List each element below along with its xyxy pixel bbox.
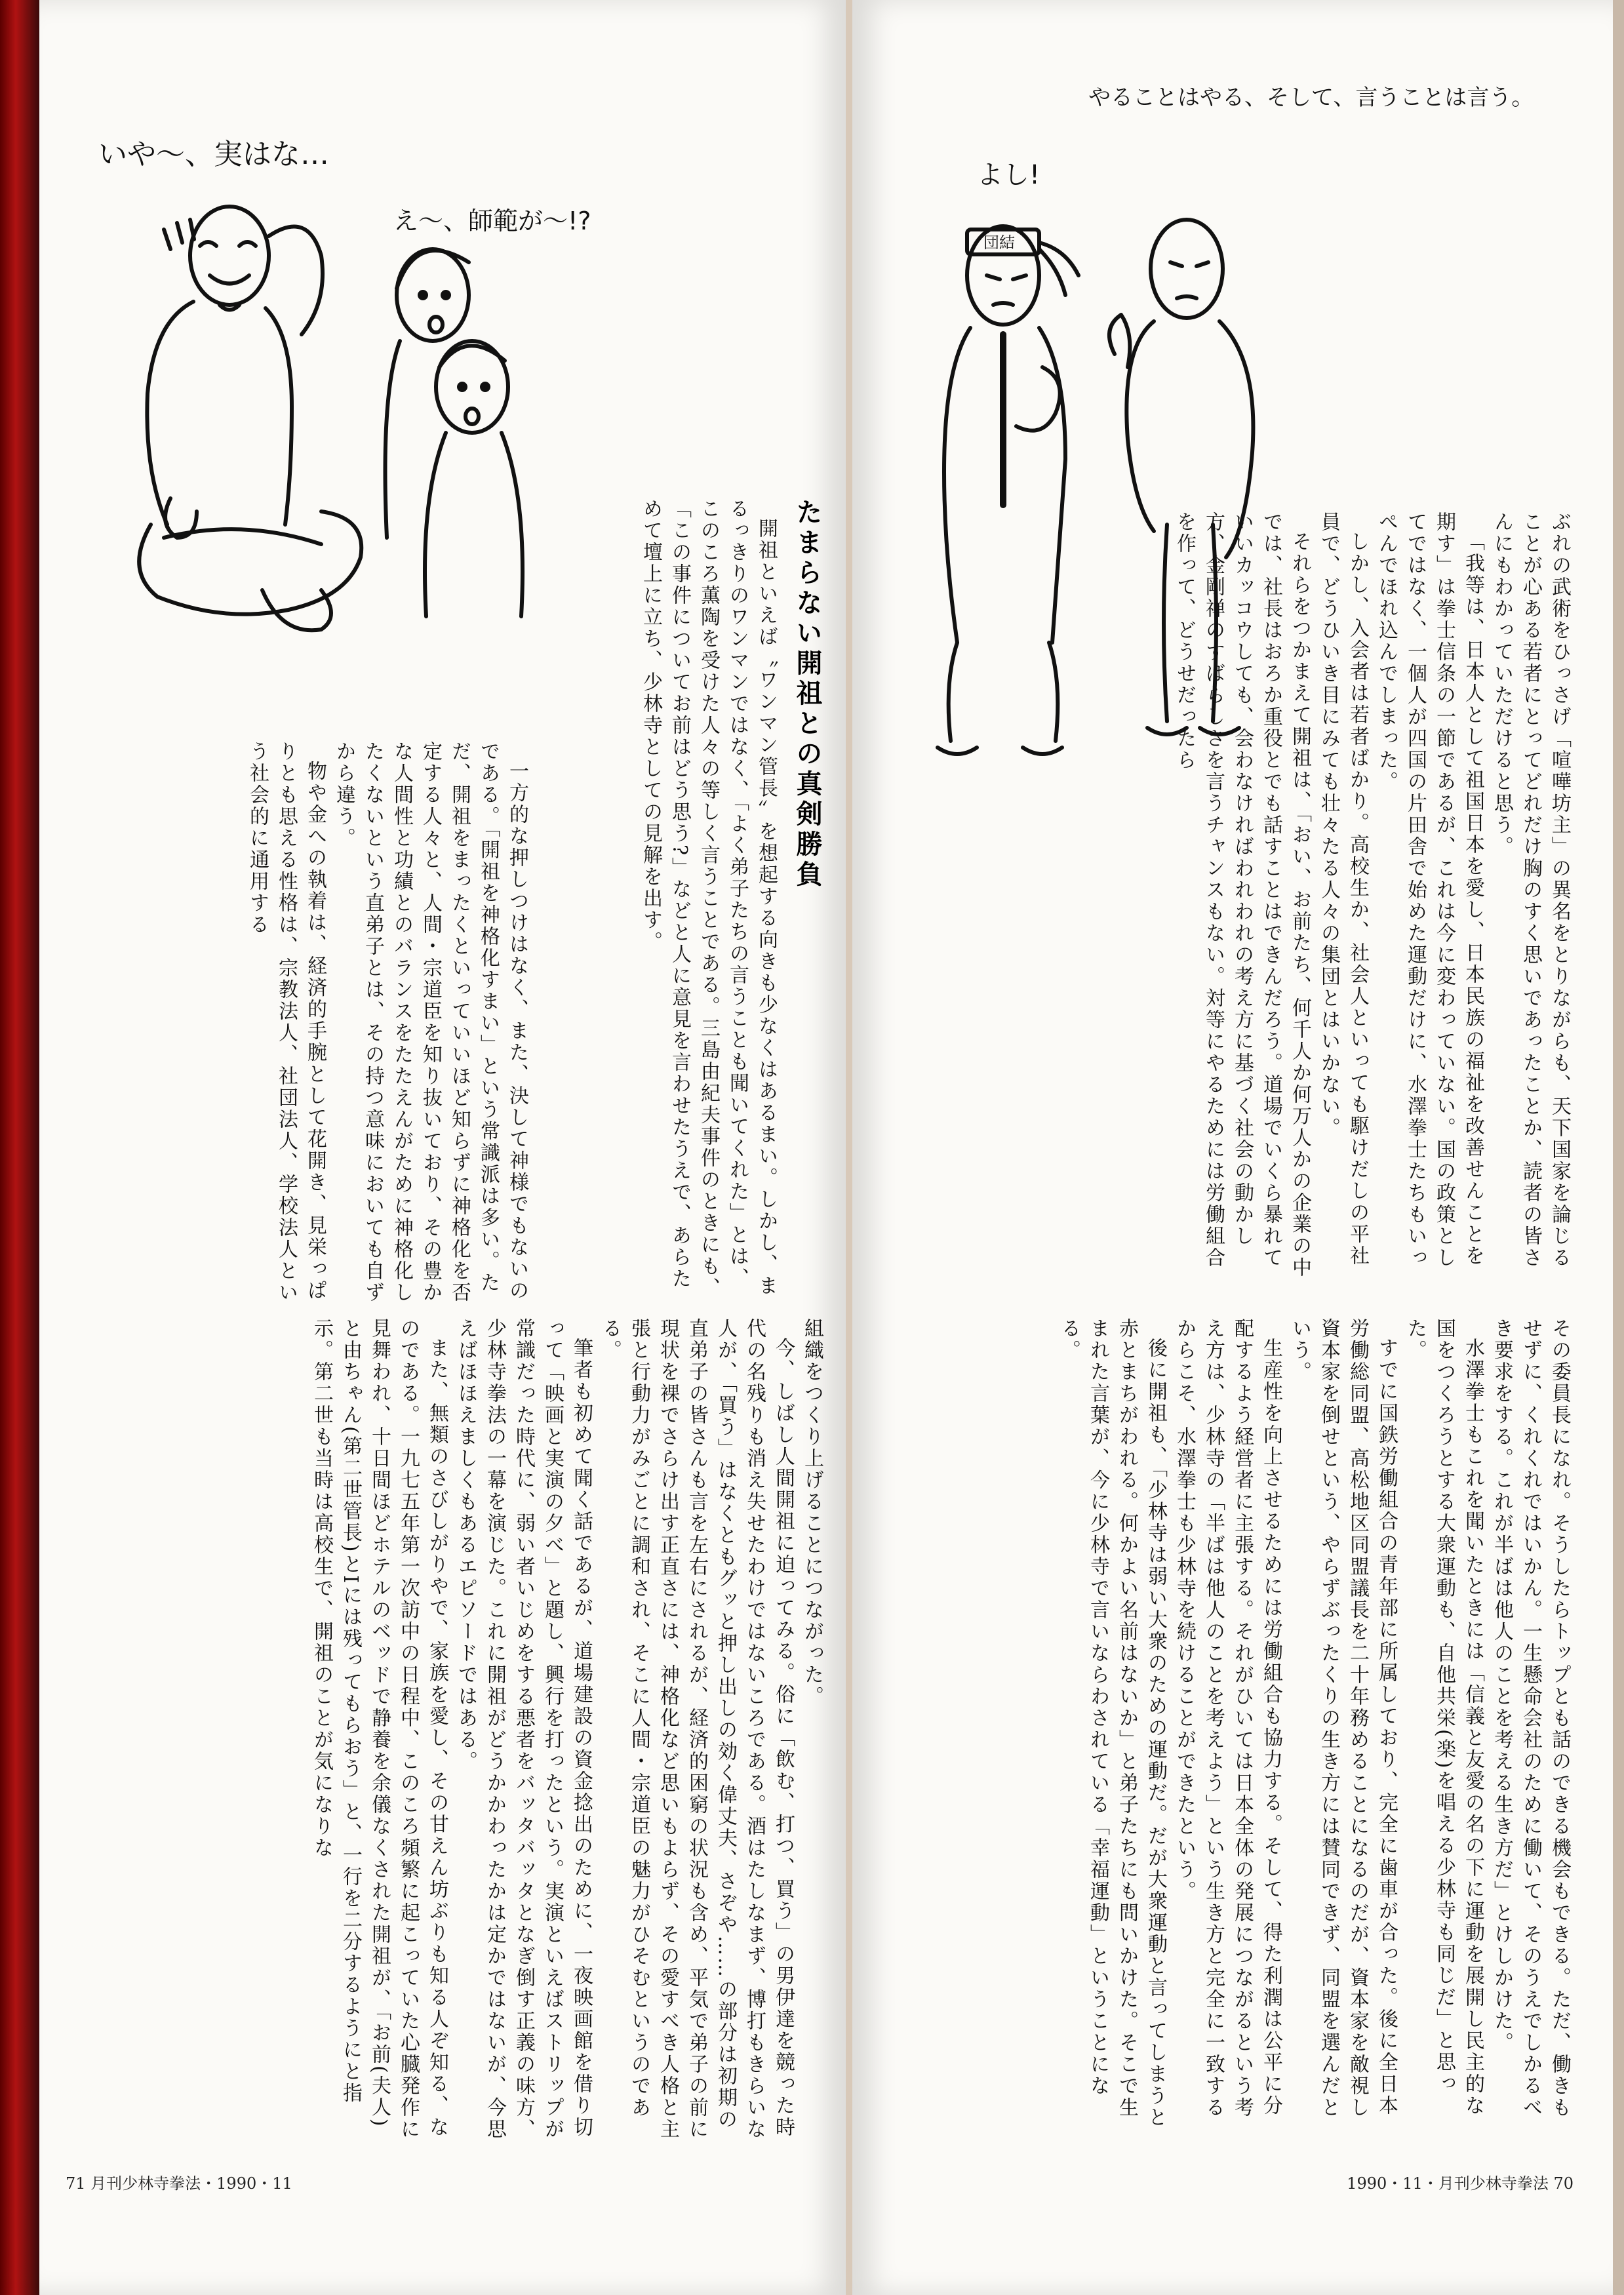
section-heading: たまらない開祖との真剣勝負 [792,498,822,890]
illustration-caption-students: え〜、師範が〜!? [393,207,591,235]
right-upper-text [879,511,1574,1279]
paragraph: 「我等は、日本人として祖国日本を愛し、日本民族の福祉を改善せんことを期す」は拳士信条の一節であるが、これは今に変わっていない。国の政策としてではなく、一個人が四国の片田舎で始めた運動だけに、水澤拳士たちもいっぺんでほれ込んでしまった。 [1375,511,1484,1269]
paragraph: 組織をつくり上げることにつながった。 [801,1318,823,1707]
paragraph: 物や金への執着は、経済的手腕として花開き、見栄っぱりとも思える性格は、宗教法人、社団法人、学校法人という社会的に通用する [246,741,327,1304]
paragraph: それらをつかまえて開祖は、「おい、お前たち、何千人か何万人かの企業の中では、社長はおろか重役とでも話すことはできんだろう。道場でいくら暴れていいカッコウしても、会わなければわれわれの考え方に基づく社会の動かし方、金剛禅のすばらしさを言うチャンスもない。対等にやるためには労働組合を作って、どうせだったら [1173,511,1311,1279]
illustration-caption-master: いや〜、実はな… [98,138,329,171]
page-folio-right: 1990・11・月刊少林寺拳法 70 [1347,2174,1574,2193]
illustration-master-and-students [79,79,591,734]
paragraph: 水澤拳士もこれを聞いたときには「信義と友愛の名の下に運動を展開し民主的な国をつくろうとする大衆運動も、自他共栄(楽)を唱える少林寺も同じだ」と思った。 [1404,1318,1484,2117]
page-edge-right [1613,0,1624,2295]
paragraph: ぶれの武術をひっさげ「喧嘩坊主」の異名をとりながらも、天下国家を論じることが心ある若者にとってどれだけ胸のすく思いであったことか、読者の皆さんにもわかっていただけると思う。 [1490,511,1571,1269]
paragraph: 生産性を向上させるためには労働組合も協力する。そして、得た利潤は公平に分配するよう経営者に主張する。それがひいては日本全体の発展につながるという考え方は、少林寺の「半ばは他人のことを考えよう」という生き方と完全に一致するからこそ、水澤拳士も少林寺を続けることができたという。 [1173,1318,1282,2119]
right-lower-text [879,1318,1574,2138]
left-upper-text-left [85,741,531,1305]
page-folio-left: 71 月刊少林寺拳法・1990・11 [66,2174,292,2193]
paragraph: すでに国鉄労働組合の青年部に所属しており、完全に歯車が合った。後に全日本労働総同盟、高松地区同盟議長を二十年務めることになるのだが、資本家を敵視し資本家を倒せという、やらずぶったくりの生き方には賛同できず、同盟を選んだという。 [1288,1318,1398,2119]
headband-label: 団結 [983,233,1015,252]
paragraph: 開祖といえば〝ワンマン管長〟を想起する向きも少なくはあるまい。しかし、まるっきりのワンマンではなく、「よく弟子たちの言うことも聞いてくれた」とは、このころ薫陶を受けた人々の等しく言うことである。三島由紀夫事件のときにも、「この事件についてお前はどう思う?」などと人に意見を言わせたうえで、あらためて壇上に立ち、少林寺としての見解を出す。 [639,498,778,1299]
right-page [852,0,1613,2295]
paragraph: 筆者も初めて聞く話であるが、道場建設の資金捻出のために、一夜映画館を借り切って「映画と実演の夕べ」と題し、興行を打ったという。実演といえばストリップが常識だった時代に、弱い者いじめをする悪者をバッタバッタとなぎ倒す正義の味方、少林寺拳法の一幕を演じた。これに開祖がどうかかわったかは定かではないが、今思えばほほえましくもあるエピソードではある。 [454,1318,593,2140]
illustration-caption-master: やることはやる、そして、言うことは言う。 [1088,85,1534,111]
left-lower-text [72,1318,826,2144]
book-edge [0,0,39,2295]
paragraph: 今、しばし人間開祖に迫ってみる。俗に「飲む、打つ、買う」の男伊達を競った時代の名残りも消え失せたわけではないころである。酒はたしなまず、博打もきらいな人が、「買う」はなくともグッと押し出しの効く偉丈夫、さぞや……の部分は初期の直弟子の皆さんも言を左右にされるが、経済的困窮の状況も含め、平気で弟子の前に現状を裸でさらけ出す正直さには、神格化など思いもよらず、その愛すべき人格と主張と行動力がみごとに調和され、そこに人間・宗道臣の魅力がひそむというのである。 [599,1318,795,2140]
left-upper-text-right [531,498,780,1305]
paragraph: しかし、入会者は若者ばかり。高校生か、社会人といっても駆けだしの平社員で、どうひいき目にみても壮々たる人々の集団とはいかない。 [1317,511,1369,1267]
illustration-caption-student: よし! [977,160,1040,190]
left-page [39,0,846,2295]
paragraph: また、無類のさびしがりやで、家族を愛し、その甘えん坊ぶりも知る人ぞ知る、なのである。一九七五年第一次訪中の日程中、このころ頻繁に起こっていた心臓発作に見舞われ、十日間ほどホテルのベッドで静養を余儀なくされた開祖が、「お前(夫人)と由ちゃん(第二世管長)とIには残ってもらおう」と、一行を二分するようにと指示。第二世も当時は高校生で、開祖のことが気になりな [310,1318,448,2140]
paragraph: その委員長になれ。そうしたらトップとも話のできる機会もできる。ただ、働きもせずに、くれくれではいかん。一生懸命会社のために働いて、そのうえでしかるべき要求をする。これが半ばは他人のことを考える生き方だ」とけしかけた。 [1490,1318,1571,2119]
paragraph: 一方的な押しつけはなく、また、決して神様でもないのである。「開祖を神格化すまい」という常識派は多い。ただ、開祖をまったくといっていいほど知らずに神格化を否定する人々と、人間・宗道臣を知り抜いており、その豊かな人間性と功績とのバランスをたたえんがために神格化したくないという直弟子とは、その持つ意味においても自ずから違う。 [332,741,528,1304]
paragraph: 後に開祖も、「少林寺は弱い大衆のための運動だ。だが大衆運動と言ってしまうと赤とまちがわれる。何かよい名前はないか」と弟子たちにも問いかけた。そこで生まれた言葉が、今に少林寺で言いならわされている「幸福運動」ということになる。 [1058,1318,1167,2128]
